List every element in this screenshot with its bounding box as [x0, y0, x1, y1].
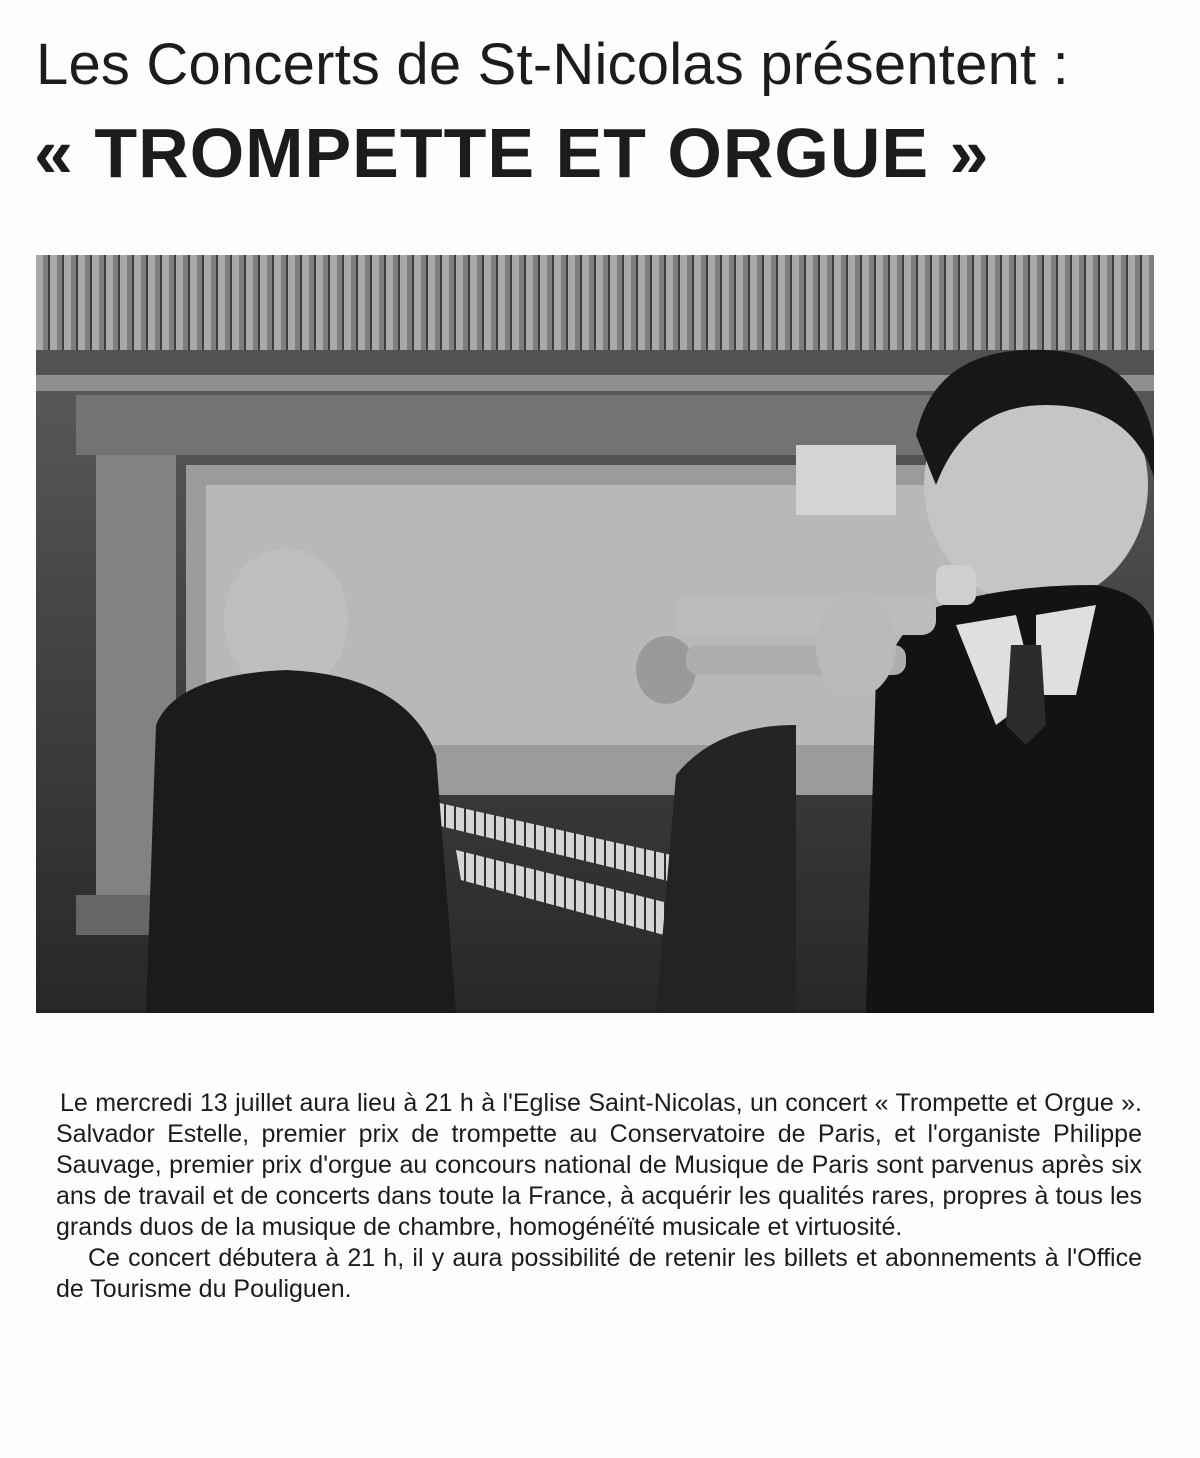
article-title: « TROMPETTE ET ORGUE » — [34, 114, 990, 192]
article-paragraph: Le mercredi 13 juillet aura lieu à 21 h à l'Eglise Saint-Nicolas, un concert « Trompette et Orgue ». Salvador Estelle, premier prix de trompette au Conservatoire de Paris, et l'organiste Philippe Sauvage, premier prix d'orgue au concours national de Musique de Paris sont parvenus après six ans de travail et de concerts dans toute la France, à acquérir les qualités rares, propres à tous les grands duos de la musique de chambre, homogénéïté musicale et virtuosité. — [56, 1089, 1142, 1241]
concert-photo — [36, 255, 1154, 1013]
headline: Les Concerts de St-Nicolas présentent : — [36, 32, 1069, 97]
article-paragraph: Ce concert débutera à 21 h, il y aura possibilité de retenir les billets et abonnements à l'Office de Tourisme du Pouliguen. — [56, 1244, 1142, 1303]
article-body — [56, 1088, 1142, 1305]
photo-illustration — [36, 255, 1154, 1013]
